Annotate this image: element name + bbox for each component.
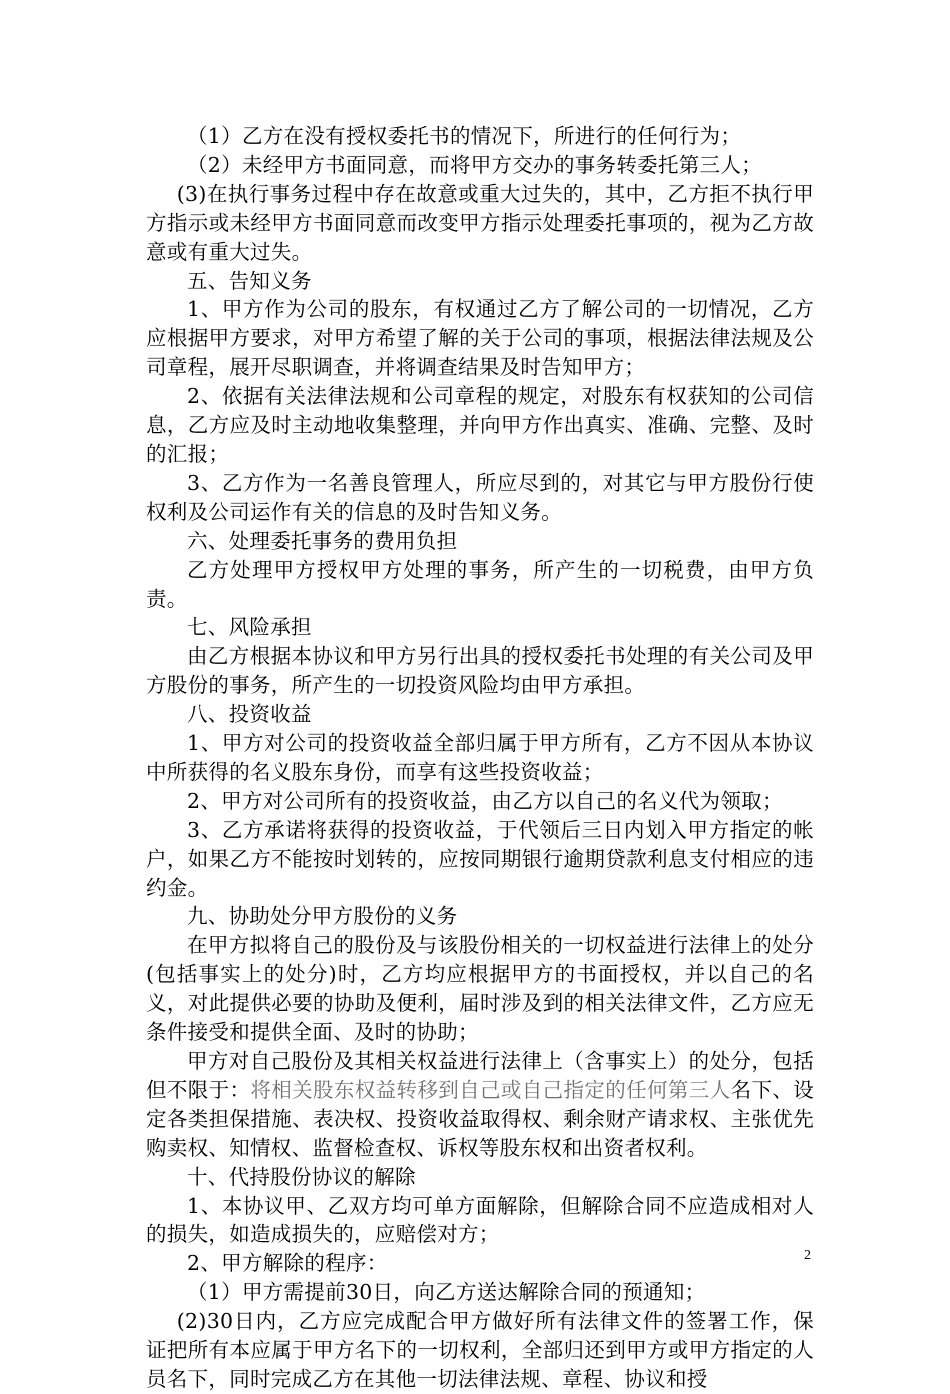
paragraph-text: 甲方对自己股份及其相关权益进行法律上（含事实上）的处分，包括但不限于： — [146, 1049, 814, 1102]
paragraph — [146, 1047, 814, 1163]
paragraph: (2)30日内，乙方应完成配合甲方做好所有法律文件的签署工作，保证把所有本应属于甲方名下的一切权利，全部归还到甲方或甲方指定的人员名下，同时完成乙方在其他一切法律法规、章程、协议和授 — [146, 1309, 814, 1391]
paragraph-text-gray: 将相关股东权益转移到自己或自己指定的任何第三人 — [250, 1077, 731, 1102]
paragraph: （2）未经甲方书面同意，而将甲方交办的事务转委托第三人； — [187, 152, 762, 177]
paragraph: 2、依据有关法律法规和公司章程的规定，对股东有权获知的公司信息，乙方应及时主动地收集整理，并向甲方作出真实、准确、完整、及时的汇报； — [146, 384, 814, 466]
paragraph: (3)在执行事务过程中存在故意或重大过失的，其中，乙方拒不执行甲方指示或未经甲方书面同意而改变甲方指示处理委托事项的，视为乙方故意或有重大过失。 — [146, 181, 814, 264]
page-number: 2 — [804, 1248, 811, 1263]
document-body — [146, 122, 814, 1394]
paragraph: 乙方处理甲方授权甲方处理的事务，所产生的一切税费，由甲方负责。 — [146, 557, 814, 611]
paragraph: 3、乙方作为一名善良管理人，所应尽到的，对其它与甲方股份行使权利及公司运作有关的信息的及时告知义务。 — [146, 470, 814, 524]
paragraph: 3、乙方承诺将获得的投资收益，于代领后三日内划入甲方指定的帐户，如果乙方不能按时划转的，应按同期银行逾期贷款利息支付相应的违约金。 — [146, 817, 814, 900]
paragraph: 1、本协议甲、乙双方均可单方面解除，但解除合同不应造成相对人的损失，如造成损失的，应赔偿对方； — [146, 1193, 814, 1247]
paragraph: 由乙方根据本协议和甲方另行出具的授权委托书处理的有关公司及甲方股份的事务，所产生的一切投资风险均由甲方承担。 — [146, 644, 814, 698]
section-heading: 五、告知义务 — [187, 268, 312, 293]
paragraph-text: 名下、设定各类担保措施、表决权、投资收益取得权、剩余财产请求权、主张优先购卖权、知情权、监督检查权、诉权等股东权和出资者权利。 — [146, 1077, 814, 1160]
section-heading: 八、投资收益 — [187, 702, 312, 727]
section-heading: 六、处理委托事务的费用负担 — [187, 528, 458, 553]
paragraph: （1）乙方在没有授权委托书的情况下，所进行的任何行为； — [187, 124, 742, 148]
paragraph: 2、甲方对公司所有的投资收益，由乙方以自己的名义代为领取； — [187, 788, 783, 813]
paragraph: 2、甲方解除的程序： — [187, 1251, 388, 1276]
section-heading: 十、代持股份协议的解除 — [187, 1164, 416, 1189]
paragraph: 在甲方拟将自己的股份及与该股份相关的一切权益进行法律上的处分(包括事实上的处分)时，乙方均应根据甲方的书面授权，并以自己的名义，对此提供必要的协助及便利，届时涉及到的相关法律文件，乙方应无条件接受和提供全面、及时的协助； — [146, 933, 814, 1045]
section-heading: 九、协助处分甲方股份的义务 — [187, 904, 458, 929]
section-heading: 七、风险承担 — [187, 615, 312, 640]
paragraph: （1）甲方需提前30日，向乙方送达解除合同的预通知； — [187, 1280, 706, 1305]
paragraph: 1、甲方作为公司的股东，有权通过乙方了解公司的一切情况，乙方应根据甲方要求，对甲方希望了解的关于公司的事项，根据法律法规及公司章程，展开尽职调查，并将调查结果及时告知甲方； — [146, 297, 814, 380]
paragraph: 1、甲方对公司的投资收益全部归属于甲方所有，乙方不因从本协议中所获得的名义股东身份，而享有这些投资收益； — [146, 731, 814, 784]
